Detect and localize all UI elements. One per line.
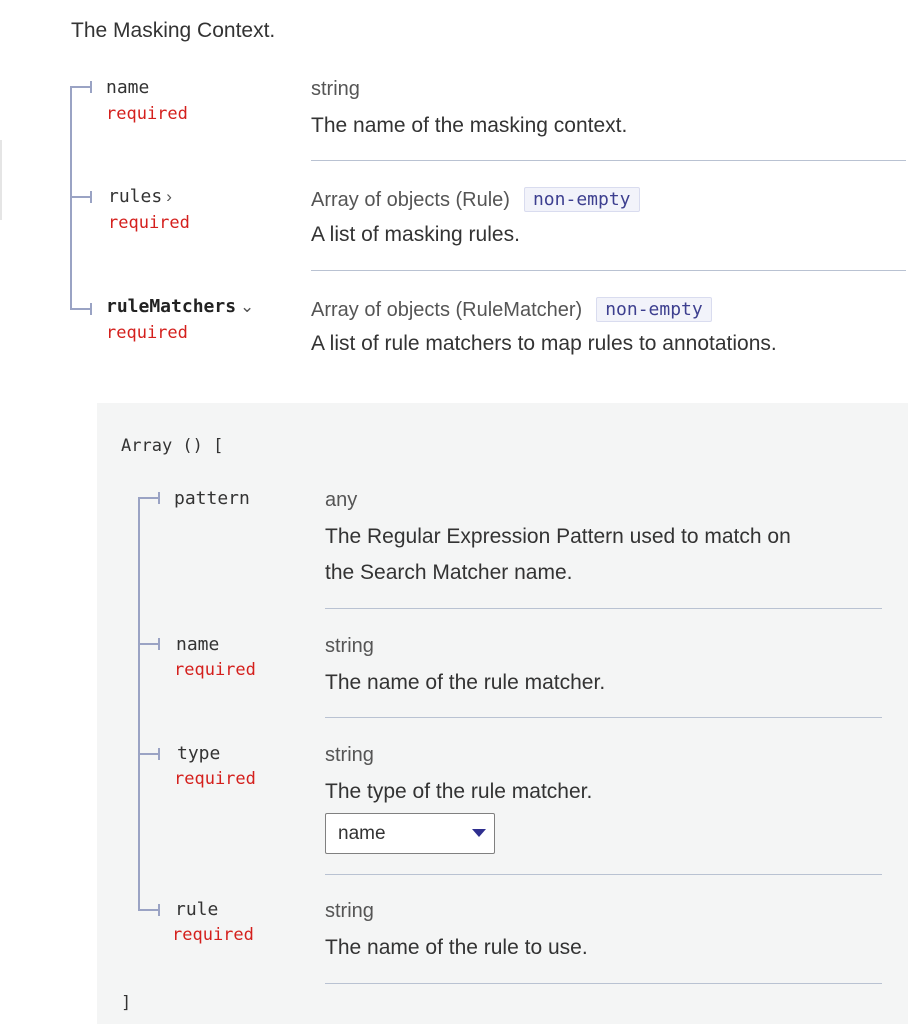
property-description: The Regular Expression Pattern used to match on bbox=[325, 525, 791, 548]
tree-tick bbox=[158, 638, 160, 650]
property-name: rules bbox=[108, 186, 163, 207]
tree-line-main bbox=[70, 86, 72, 310]
dropdown-caret-icon bbox=[472, 829, 486, 837]
property-type: string bbox=[311, 78, 360, 100]
property-type-row bbox=[311, 297, 712, 322]
property-type: string bbox=[325, 744, 374, 766]
tree-tick bbox=[158, 904, 160, 916]
property-type: string bbox=[325, 900, 374, 922]
select-value: name bbox=[338, 823, 386, 844]
tree-line-nested bbox=[138, 497, 140, 911]
tree-branch bbox=[138, 753, 158, 755]
tree-branch bbox=[70, 308, 90, 310]
property-name: name bbox=[176, 634, 220, 655]
required-label: required bbox=[174, 660, 256, 680]
tree-tick bbox=[90, 191, 92, 203]
property-type: string bbox=[325, 635, 374, 657]
required-label: required bbox=[174, 769, 256, 789]
property-name: ruleMatchers bbox=[106, 296, 237, 317]
left-edge-marker bbox=[0, 140, 2, 220]
tree-branch bbox=[70, 196, 90, 198]
property-description: A list of masking rules. bbox=[311, 223, 520, 246]
property-type: any bbox=[325, 489, 358, 511]
tree-tick bbox=[90, 81, 92, 93]
property-description: The name of the rule to use. bbox=[325, 936, 588, 959]
divider bbox=[311, 160, 906, 161]
required-label: required bbox=[108, 213, 190, 233]
property-description-line2: the Search Matcher name. bbox=[325, 561, 573, 584]
chevron-right-icon: › bbox=[166, 187, 172, 206]
property-description: A list of rule matchers to map rules to annotations. bbox=[311, 332, 777, 355]
array-open-label: Array () [ bbox=[121, 436, 224, 456]
required-label: required bbox=[106, 104, 188, 124]
tree-branch bbox=[138, 497, 158, 499]
non-empty-badge: non-empty bbox=[524, 187, 640, 212]
non-empty-badge: non-empty bbox=[596, 297, 712, 322]
required-label: required bbox=[106, 323, 188, 343]
type-example-select[interactable] bbox=[325, 813, 495, 854]
property-description: The name of the masking context. bbox=[311, 114, 628, 137]
divider bbox=[325, 983, 882, 984]
tree-tick bbox=[158, 492, 160, 504]
property-name-toggle[interactable] bbox=[106, 296, 254, 317]
divider bbox=[325, 717, 882, 718]
property-type: Array of objects (Rule) bbox=[311, 189, 510, 211]
property-name: rule bbox=[175, 899, 219, 920]
property-name: name bbox=[106, 77, 150, 98]
chevron-down-icon: ⌄ bbox=[240, 297, 255, 316]
divider bbox=[325, 608, 882, 609]
required-label: required bbox=[172, 925, 254, 945]
tree-tick bbox=[90, 303, 92, 315]
section-description: The Masking Context. bbox=[71, 19, 276, 42]
property-name: pattern bbox=[174, 488, 250, 509]
tree-branch bbox=[70, 86, 90, 88]
property-type-row bbox=[311, 187, 640, 212]
divider bbox=[325, 874, 882, 875]
property-description: The type of the rule matcher. bbox=[325, 780, 593, 803]
property-type: Array of objects (RuleMatcher) bbox=[311, 299, 583, 321]
property-description: The name of the rule matcher. bbox=[325, 671, 606, 694]
tree-tick bbox=[158, 748, 160, 760]
array-close-label: ] bbox=[121, 993, 132, 1013]
tree-branch bbox=[138, 643, 158, 645]
tree-branch bbox=[138, 909, 158, 911]
property-name-toggle[interactable] bbox=[108, 186, 172, 207]
property-name: type bbox=[177, 743, 221, 764]
divider bbox=[311, 270, 906, 271]
